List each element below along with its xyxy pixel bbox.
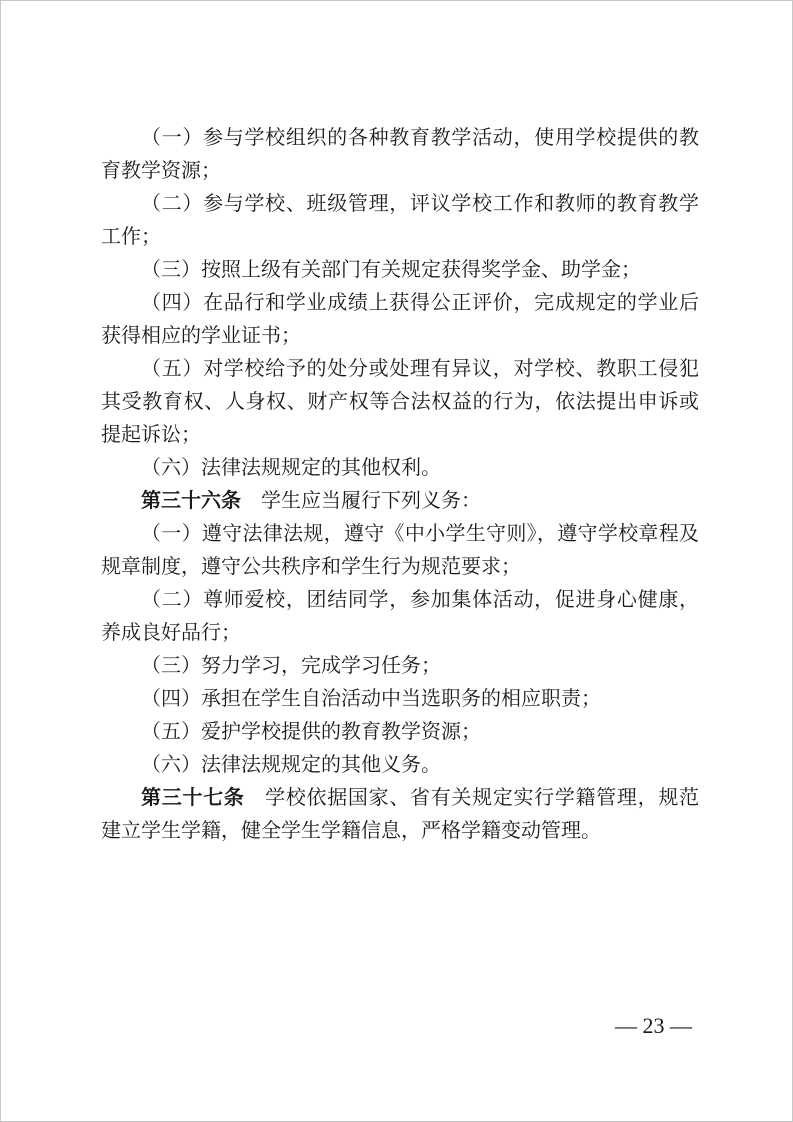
paragraph-8: （一）遵守法律法规，遵守《中小学生守则》，遵守学校章程及规章制度，遵守公共秩序和学生行为规范要求； bbox=[101, 521, 699, 578]
paragraph-6: （六）法律法规规定的其他权利。 bbox=[141, 455, 441, 479]
paragraph-3: （三）按照上级有关部门有关规定获得奖学金、助学金； bbox=[141, 257, 641, 281]
paragraph-1: （一）参与学校组织的各种教育教学活动，使用学校提供的教育教学资源； bbox=[101, 125, 699, 182]
article-36-label: 第三十六条 bbox=[141, 488, 241, 512]
article-37 bbox=[101, 781, 699, 847]
paragraph-10: （三）努力学习，完成学习任务； bbox=[141, 653, 441, 677]
paragraph-9: （二）尊师爱校，团结同学，参加集体活动，促进身心健康，养成良好品行； bbox=[101, 587, 699, 644]
page-number: — 23 — bbox=[615, 1013, 692, 1038]
paragraph-13: （六）法律法规规定的其他义务。 bbox=[141, 752, 441, 776]
paragraph-5: （五）对学校给予的处分或处理有异议，对学校、教职工侵犯其受教育权、人身权、财产权等合法权益的行为，依法提出申诉或提起诉讼； bbox=[101, 356, 699, 446]
paragraph-2: （二）参与学校、班级管理，评议学校工作和教师的教育教学工作； bbox=[101, 191, 699, 248]
body-text bbox=[101, 121, 699, 847]
article-37-label: 第三十七条 bbox=[141, 785, 245, 809]
paragraph-12: （五）爱护学校提供的教育教学资源； bbox=[141, 719, 481, 743]
paragraph-4: （四）在品行和学业成绩上获得公正评价，完成规定的学业后获得相应的学业证书； bbox=[101, 290, 699, 347]
article-36 bbox=[101, 484, 699, 517]
article-37-text: 学校依据国家、省有关规定实行学籍管理，规范建立学生学籍，健全学生学籍信息，严格学籍变动管理。 bbox=[101, 785, 700, 842]
paragraph-11: （四）承担在学生自治活动中当选职务的相应职责； bbox=[141, 686, 601, 710]
article-36-text: 学生应当履行下列义务： bbox=[261, 488, 481, 512]
